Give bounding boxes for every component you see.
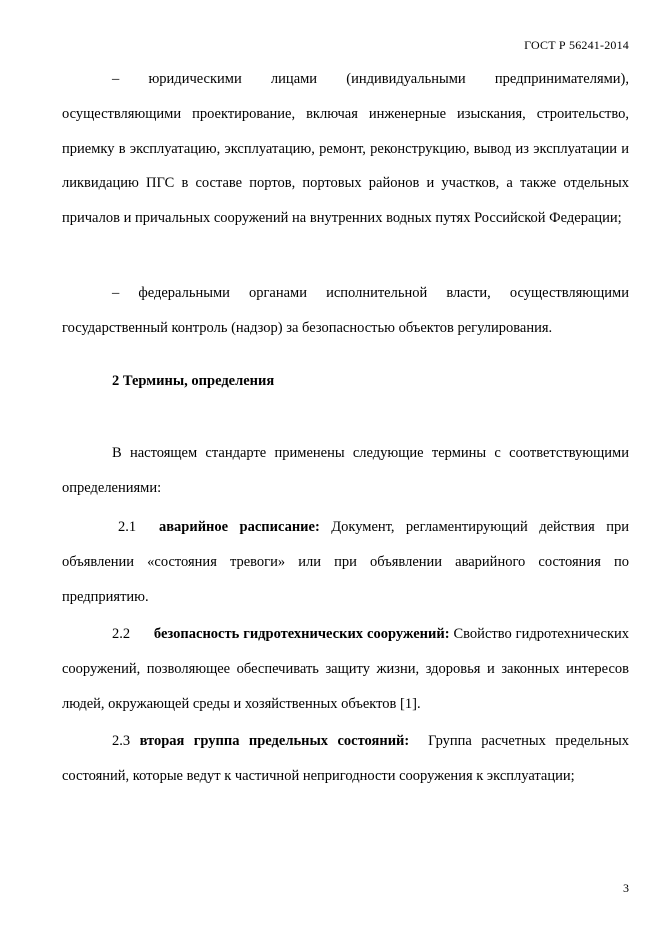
term-definition: Документ, регламентирующий действия при объявлении «состояния тревоги» или при объявлении аварийного состояния по предприятию. [62,519,630,605]
document-code-header: ГОСТ Р 56241-2014 [524,38,629,52]
section-heading-terms: 2 Термины, определения [112,373,275,389]
term-number: 2.2 [112,626,131,642]
term-number: 2.3 [112,733,131,749]
term-entry-2-1 [62,510,629,614]
term-entry-2-2 [62,617,629,721]
paragraph-federal-bodies: – федеральными органами исполнительной власти, осуществляющими государственный контроль (надзор) за безопасностью объектов регулирования. [62,285,629,336]
term-title: вторая группа предельных состояний: [139,733,410,749]
term-title: аварийное расписание: [158,519,320,535]
term-title: безопасность гидротехнических сооружений: [153,626,450,642]
term-definition: Группа расчетных предельных состояний, которые ведут к частичной непригодности сооружения к эксплуатации; [62,733,630,784]
page-number: 3 [623,881,629,895]
term-entry-2-3 [62,724,629,794]
paragraph-legal-entities: – юридическими лицами (индивидуальными предпринимателями), осуществляющими проектирование, включая инженерные изыскания, строительство, приемку в эксплуатацию, эксплуатацию, ремонт, реконструкцию, вывод из эксплуатации и ликвидацию ПГС в составе портов, портовых районов и участков, а также отдельных причалов и причальных сооружений на внутренних водных путях Российской Федерации; [62,71,629,227]
term-number: 2.1 [118,519,137,535]
paragraph-terms-intro: В настоящем стандарте применены следующие термины с соответствующими определениями: [62,445,629,496]
term-definition: Свойство гидротехнических сооружений, позволяющее обеспечивать защиту жизни, здоровья и законных интересов людей, окружающей среды и хозяйственных объектов [1]. [62,626,630,712]
